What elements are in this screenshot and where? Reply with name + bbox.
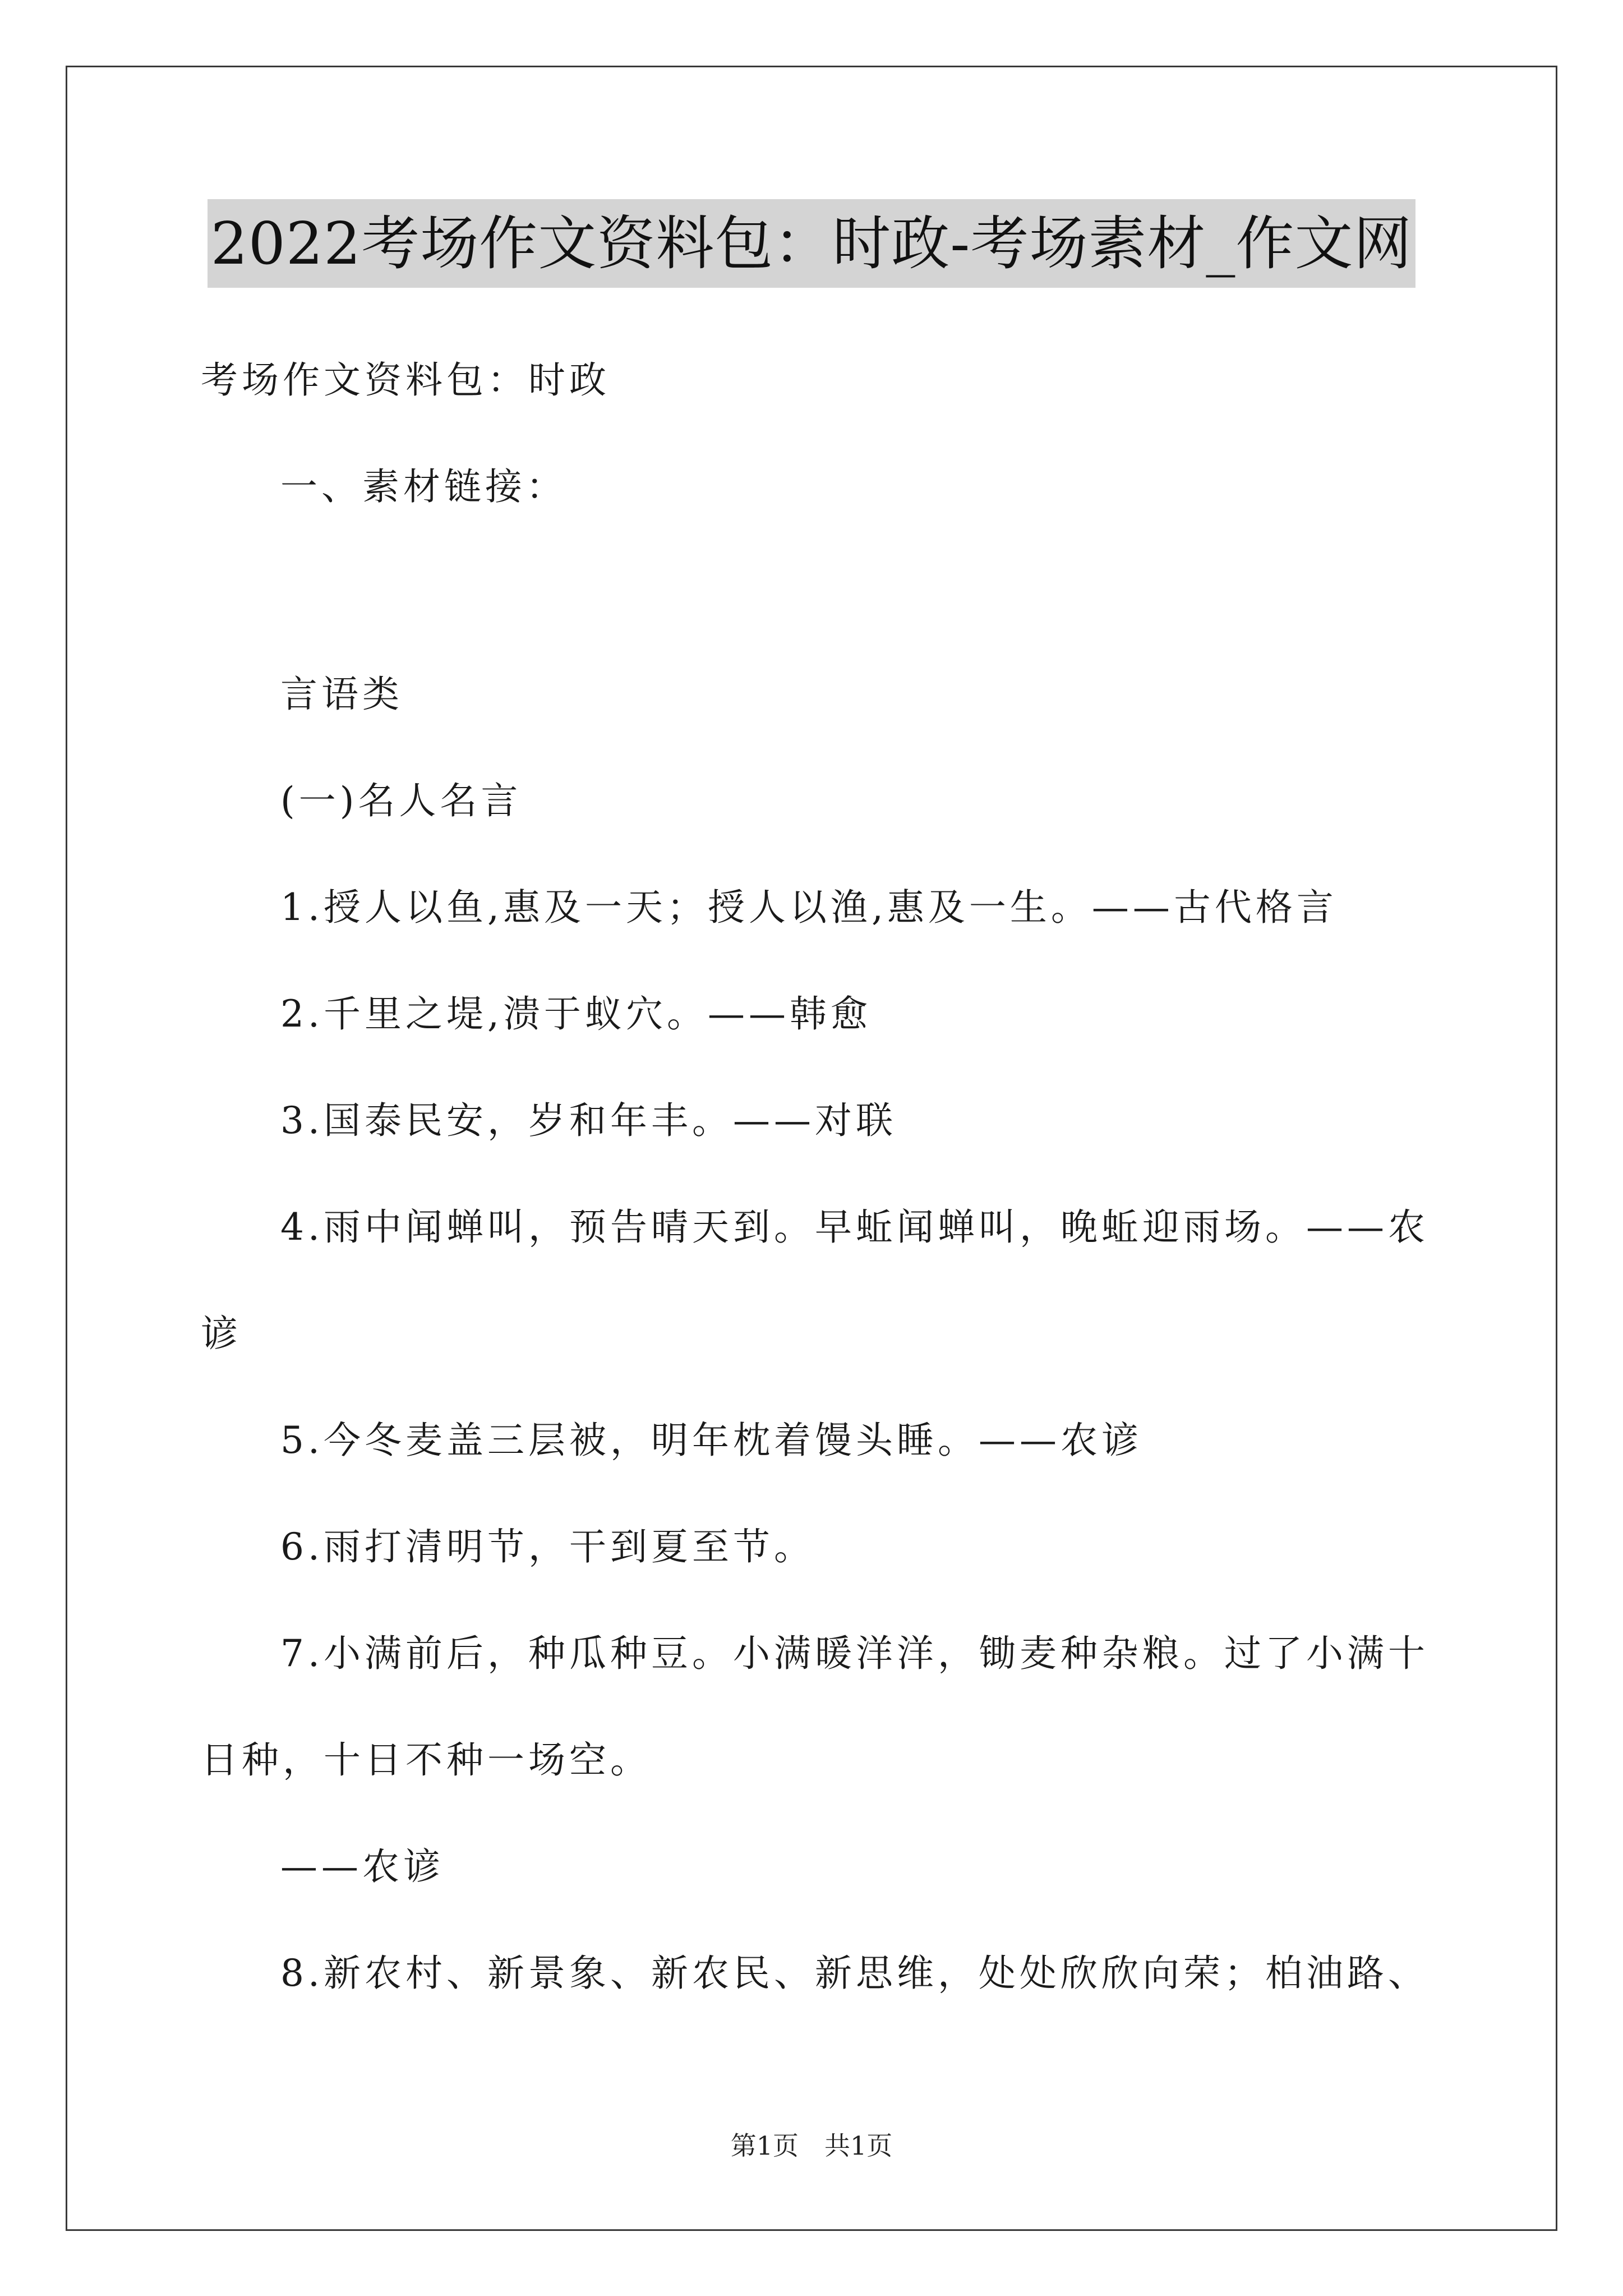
quote-line: 4.雨中闻蝉叫，预告晴天到。早蚯闻蝉叫，晚蚯迎雨场。——农 bbox=[280, 1205, 1429, 1249]
quote-attribution: ——农谚 bbox=[280, 1845, 444, 1888]
quote-line: 5.今冬麦盖三层被，明年枕着馒头睡。——农谚 bbox=[280, 1419, 1142, 1462]
document-title: 2022考场作文资料包：时政-考场素材_作文网 bbox=[208, 199, 1416, 288]
subsection-heading: (一)名人名言 bbox=[280, 779, 522, 822]
quote-line-continued: 谚 bbox=[201, 1312, 242, 1355]
section-heading: 一、素材链接： bbox=[280, 465, 567, 508]
quote-line: 6.雨打清明节，干到夏至节。 bbox=[280, 1525, 815, 1568]
title-container bbox=[0, 199, 1623, 288]
quote-line-continued: 日种，十日不种一场空。 bbox=[201, 1738, 651, 1782]
quote-line: 3.国泰民安，岁和年丰。——对联 bbox=[280, 1099, 897, 1142]
category-heading: 言语类 bbox=[280, 673, 403, 716]
quote-line: 2.千里之堤,溃于蚁穴。——韩愈 bbox=[280, 992, 872, 1036]
subtitle-line: 考场作文资料包：时政 bbox=[201, 358, 610, 402]
quote-line: 1.授人以鱼,惠及一天；授人以渔,惠及一生。——古代格言 bbox=[280, 886, 1338, 929]
quote-line: 8.新农村、新景象、新农民、新思维，处处欣欣向荣；柏油路、 bbox=[280, 1952, 1429, 1995]
page-footer: 第1页 共1页 bbox=[730, 2131, 893, 2161]
quote-line: 7.小满前后，种瓜种豆。小满暖洋洋，锄麦种杂粮。过了小满十 bbox=[280, 1632, 1429, 1675]
